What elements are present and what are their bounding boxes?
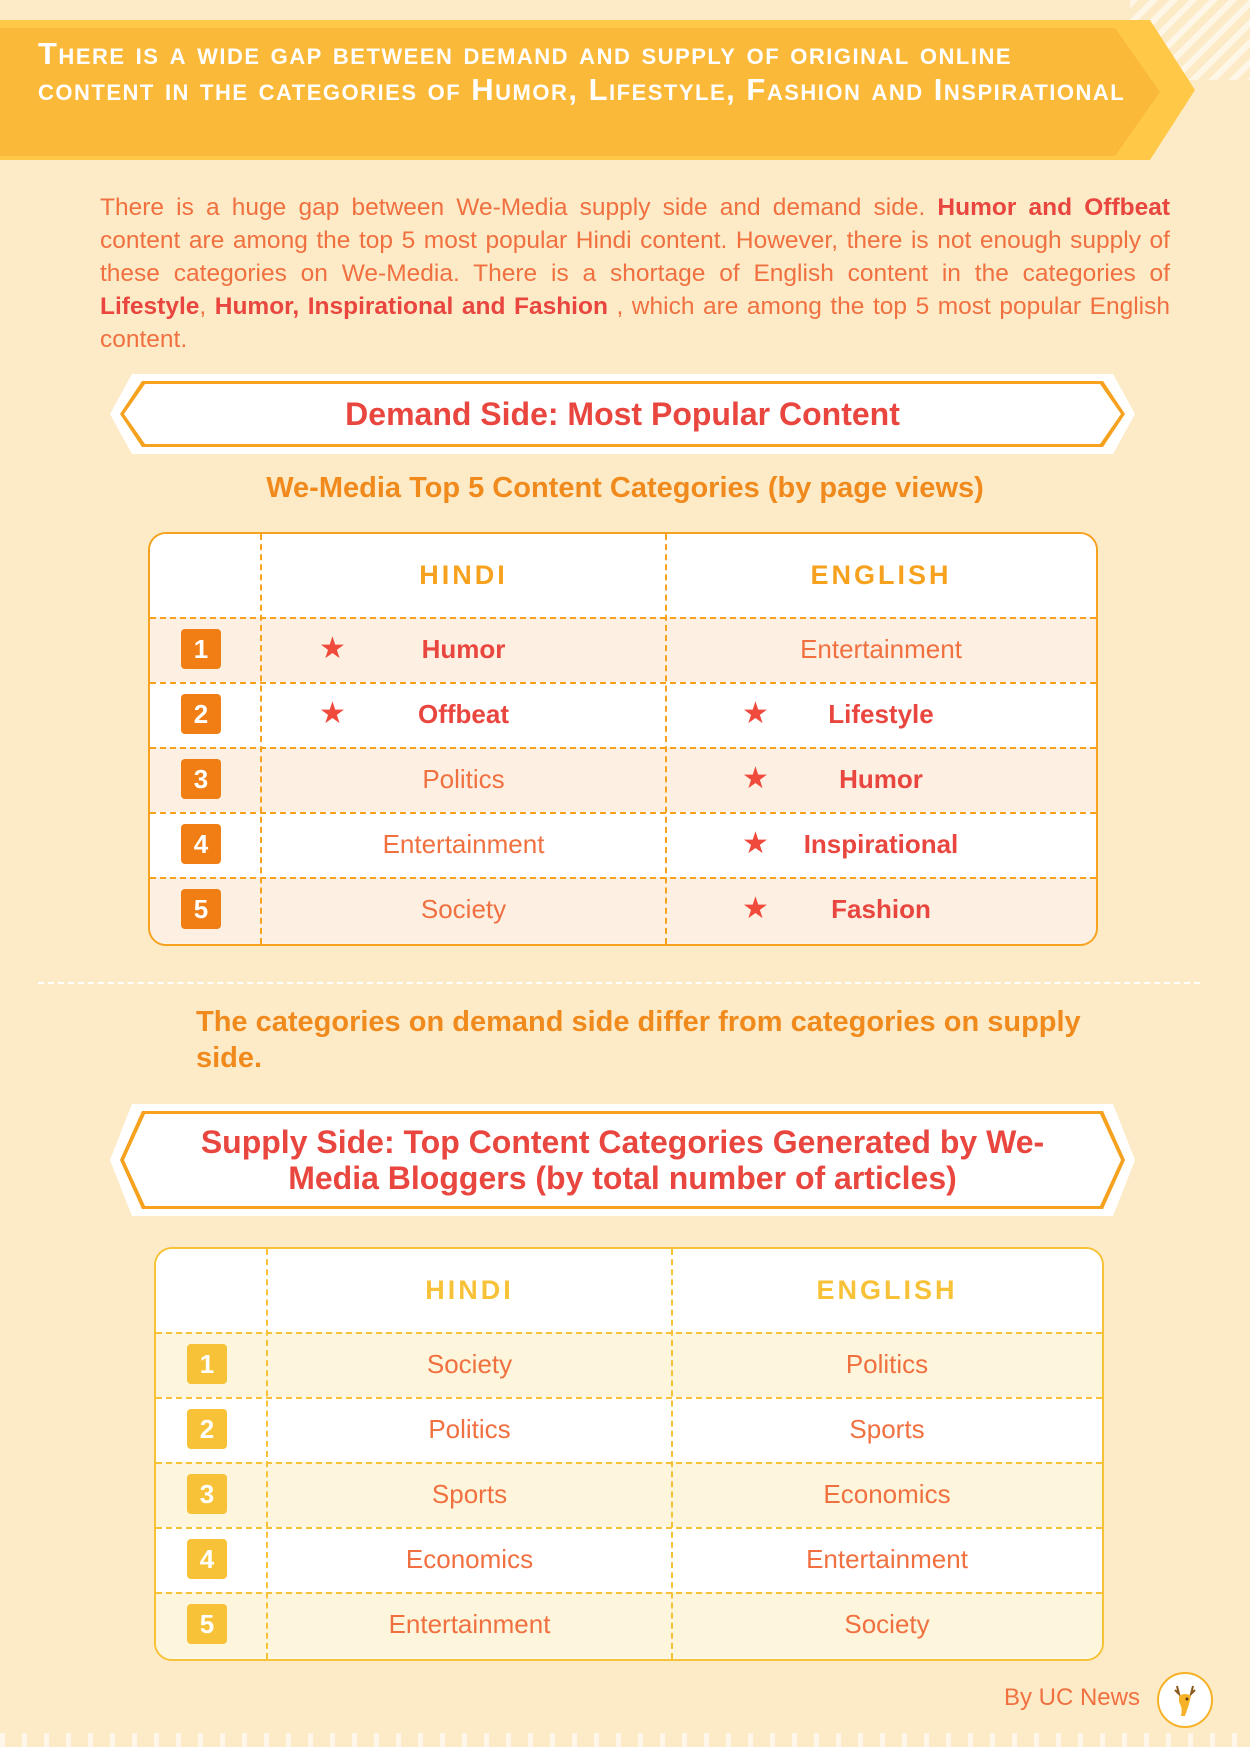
demand-table-row [150, 617, 1096, 682]
demand-col-hindi: HINDI [419, 560, 508, 590]
star-icon: ★ [742, 892, 769, 925]
hindi-cell: Economics [405, 1544, 534, 1574]
supply-table [154, 1247, 1104, 1661]
uc-news-logo [1157, 1672, 1213, 1728]
section-divider [38, 982, 1200, 984]
demand-subtitle: We-Media Top 5 Content Categories (by page views) [266, 472, 984, 504]
supply-col-hindi: HINDI [425, 1275, 514, 1305]
demand-table [148, 532, 1098, 946]
english-cell: Fashion [831, 894, 931, 924]
supply-col-english: ENGLISH [816, 1275, 958, 1305]
comparison-note: The categories on demand side differ from categories on supply side. [196, 1006, 1081, 1074]
rank-badge: 3 [187, 1474, 227, 1514]
supply-table-row [156, 1592, 1102, 1657]
star-icon: ★ [742, 827, 769, 860]
hindi-cell: Society [426, 1349, 513, 1379]
english-cell: Humor [839, 764, 923, 794]
english-cell: Politics [845, 1349, 929, 1379]
supply-ribbon-title: Supply Side: Top Content Categories Generated by We-Media Bloggers (by total number of articles) [200, 1124, 1045, 1196]
english-cell: Sports [849, 1414, 925, 1444]
hindi-cell: Politics [422, 764, 505, 794]
demand-table-row [150, 812, 1096, 877]
hindi-cell: Entertainment [388, 1609, 551, 1639]
star-icon: ★ [319, 632, 346, 665]
star-icon: ★ [742, 697, 769, 730]
hindi-cell: Entertainment [382, 829, 545, 859]
rank-badge: 2 [181, 694, 221, 734]
supply-ribbon [110, 1104, 1135, 1216]
demand-ribbon-title: Demand Side: Most Popular Content [345, 395, 900, 432]
rank-badge: 3 [181, 759, 221, 799]
supply-table-row [156, 1332, 1102, 1397]
english-cell: Inspirational [803, 829, 959, 859]
demand-table-row [150, 877, 1096, 942]
english-cell: Entertainment [806, 1544, 968, 1574]
supply-table-header [156, 1249, 1102, 1332]
demand-col-english: ENGLISH [810, 560, 952, 590]
rank-badge: 1 [187, 1344, 227, 1384]
intro-text-4: , which are among the top 5 most popular English content. [100, 293, 1170, 353]
supply-table-row [156, 1462, 1102, 1527]
english-cell: Lifestyle [828, 699, 934, 729]
rank-badge: 5 [181, 889, 221, 929]
intro-highlight-3: Humor, Inspirational and Fashion [214, 293, 608, 320]
hindi-cell: Sports [431, 1479, 508, 1509]
english-cell: Economics [823, 1479, 951, 1509]
hindi-cell: Society [420, 894, 507, 924]
intro-text-1: There is a huge gap between We-Media supply side and demand side. [100, 194, 938, 221]
intro-text-3: , [199, 293, 215, 320]
demand-table-header [150, 534, 1096, 617]
intro-paragraph [100, 191, 1170, 356]
hindi-cell: Humor [421, 634, 506, 664]
rank-badge: 4 [181, 824, 221, 864]
hindi-cell: Offbeat [418, 699, 509, 729]
rank-badge: 4 [187, 1539, 227, 1579]
demand-table-row [150, 682, 1096, 747]
english-cell: Entertainment [800, 634, 962, 664]
rank-badge: 1 [181, 629, 221, 669]
supply-table-row [156, 1527, 1102, 1592]
deer-icon [1165, 1680, 1205, 1720]
demand-table-row [150, 747, 1096, 812]
english-cell: Society [844, 1609, 930, 1639]
rank-badge: 2 [187, 1409, 227, 1449]
star-icon: ★ [319, 697, 346, 730]
rank-badge: 5 [187, 1604, 227, 1644]
intro-highlight-2: Lifestyle [100, 293, 200, 320]
footer-credit: By UC News [1003, 1684, 1140, 1711]
hindi-cell: Politics [428, 1414, 511, 1444]
banner-title: There is a wide gap between demand and supply of original online content in the categories of Humor, Lifestyle, Fashion and Inspirational [38, 36, 1126, 107]
demand-ribbon [110, 374, 1135, 454]
star-icon: ★ [742, 762, 769, 795]
intro-highlight-1: Humor and Offbeat [937, 194, 1170, 221]
bottom-stripes [0, 1733, 1250, 1747]
supply-table-row [156, 1397, 1102, 1462]
intro-text-2: content are among the top 5 most popular Hindi content. However, there is not enough supply of these categories on We-Media. There is a shortage of English content in the categories of [100, 227, 1170, 287]
